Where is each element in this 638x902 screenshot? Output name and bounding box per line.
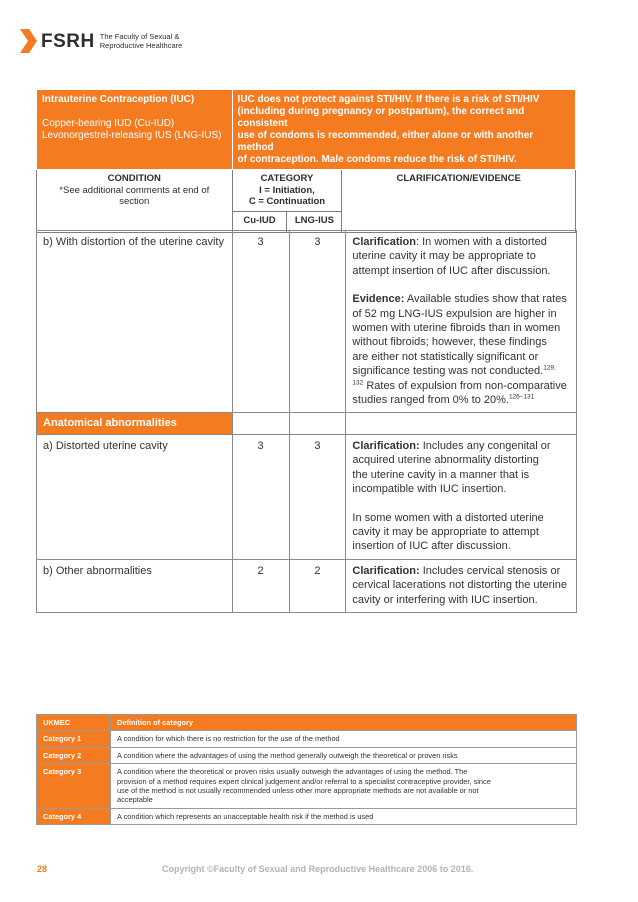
table-row — [37, 731, 577, 747]
clarification-distorted-cavity: Clarification: Includes any congenital or acquired uterine abnormality distorting the uterine cavity in a manner that is incompatible with IUC insertion. In some women with a distorted uterine cavity it may be appropriate to attempt insertion of IUC after discussion. — [346, 434, 577, 559]
page-number: 28 — [37, 864, 48, 874]
lng-ius-value: 3 — [289, 434, 346, 559]
category-3-label: Category 3 — [37, 764, 111, 809]
col-lng-ius: LNG-IUS — [287, 211, 342, 232]
table-row — [37, 808, 577, 824]
condition-distorted-cavity: a) Distorted uterine cavity — [37, 434, 233, 559]
clarification-other: Clarification: Includes cervical stenosis or cervical lacerations not distorting the uterine cavity or interfering with IUC insertion. — [346, 559, 577, 612]
table-row — [37, 231, 577, 413]
table-row — [37, 747, 577, 763]
ukmec-key-table — [36, 714, 577, 825]
logo-subtitle: The Faculty of Sexual & Reproductive Healthcare — [99, 32, 183, 50]
clarification-distortion: Clarification: In women with a distorted uterine cavity it may be appropriate to attempt insertion of IUC after discussion. Evidence: Available studies show that rates of 52 mg LNG-IUS expulsion are higher in women with uterine fibroids than in women without fibroids; however, these findings are either not statistically significant or significance testing was not conducted.$^{129,}$ $^{132}$ Rates of expulsion from non-comparative studies ranged from 0% to 20%.$^{126-131}$ — [346, 231, 577, 413]
definition-header: Definition of category — [111, 715, 577, 731]
category-4-definition: A condition which represents an unacceptable health risk if the method is used — [111, 808, 577, 824]
method-header-table — [36, 89, 576, 233]
col-cu-iud: Cu-IUD — [232, 211, 287, 232]
key-header-row — [37, 715, 577, 731]
cu-iud-value: 2 — [232, 559, 289, 612]
clarification-header: CLARIFICATION/EVIDENCE — [342, 170, 576, 233]
cu-iud-value: 3 — [232, 434, 289, 559]
category-2-label: Category 2 — [37, 747, 111, 763]
condition-header: CONDITION *See additional comments at end of section — [37, 170, 233, 233]
fsrh-logo — [20, 29, 182, 53]
conditions-table — [36, 230, 577, 613]
table-row — [37, 434, 577, 559]
fsrh-chevron-icon — [20, 29, 38, 53]
category-3-definition: A condition where the theoretical or proven risks usually outweigh the advantages of using the method. The provision of a method requires expert clinical judgement and/or referral to a specialist contraceptive provider, since use of the method is not usually recommended unless other more appropriate methods are not available or not acceptable — [111, 764, 577, 809]
sti-notice-cell: IUC does not protect against STI/HIV. If there is a risk of STI/HIV (including during pregnancy or postpartum), the correct and consistent use of condoms is recommended, either alone or with another method of contraception. Male condoms reduce the risk of STI/HIV. — [232, 90, 575, 170]
category-1-label: Category 1 — [37, 731, 111, 747]
table-row — [37, 559, 577, 612]
category-header: CATEGORY I = Initiation, C = Continuation — [232, 170, 342, 212]
section-title: Anatomical abnormalities — [37, 413, 233, 434]
copyright-notice: Copyright ©Faculty of Sexual and Reproductive Healthcare 2006 to 2016. — [162, 864, 474, 874]
cu-iud-value: 3 — [232, 231, 289, 413]
method-line-lng-ius: Levonorgestrel-releasing IUS (LNG-IUS) — [42, 130, 222, 141]
lng-ius-value: 2 — [289, 559, 346, 612]
ukmec-header: UKMEC — [37, 715, 111, 731]
category-4-label: Category 4 — [37, 808, 111, 824]
method-title: Intrauterine Contraception (IUC) — [42, 94, 195, 105]
table-row — [37, 764, 577, 809]
section-row — [37, 413, 577, 434]
logo-wordmark: FSRH — [41, 30, 95, 52]
lng-ius-value: 3 — [289, 231, 346, 413]
condition-other: b) Other abnormalities — [37, 559, 233, 612]
condition-distortion: b) With distortion of the uterine cavity — [37, 231, 233, 413]
category-1-definition: A condition for which there is no restriction for the use of the method — [111, 731, 577, 747]
method-line-cu-iud: Copper-bearing IUD (Cu-IUD) — [42, 118, 175, 129]
method-title-cell — [37, 90, 233, 170]
category-2-definition: A condition where the advantages of using the method generally outweigh the theoretical or proven risks — [111, 747, 577, 763]
